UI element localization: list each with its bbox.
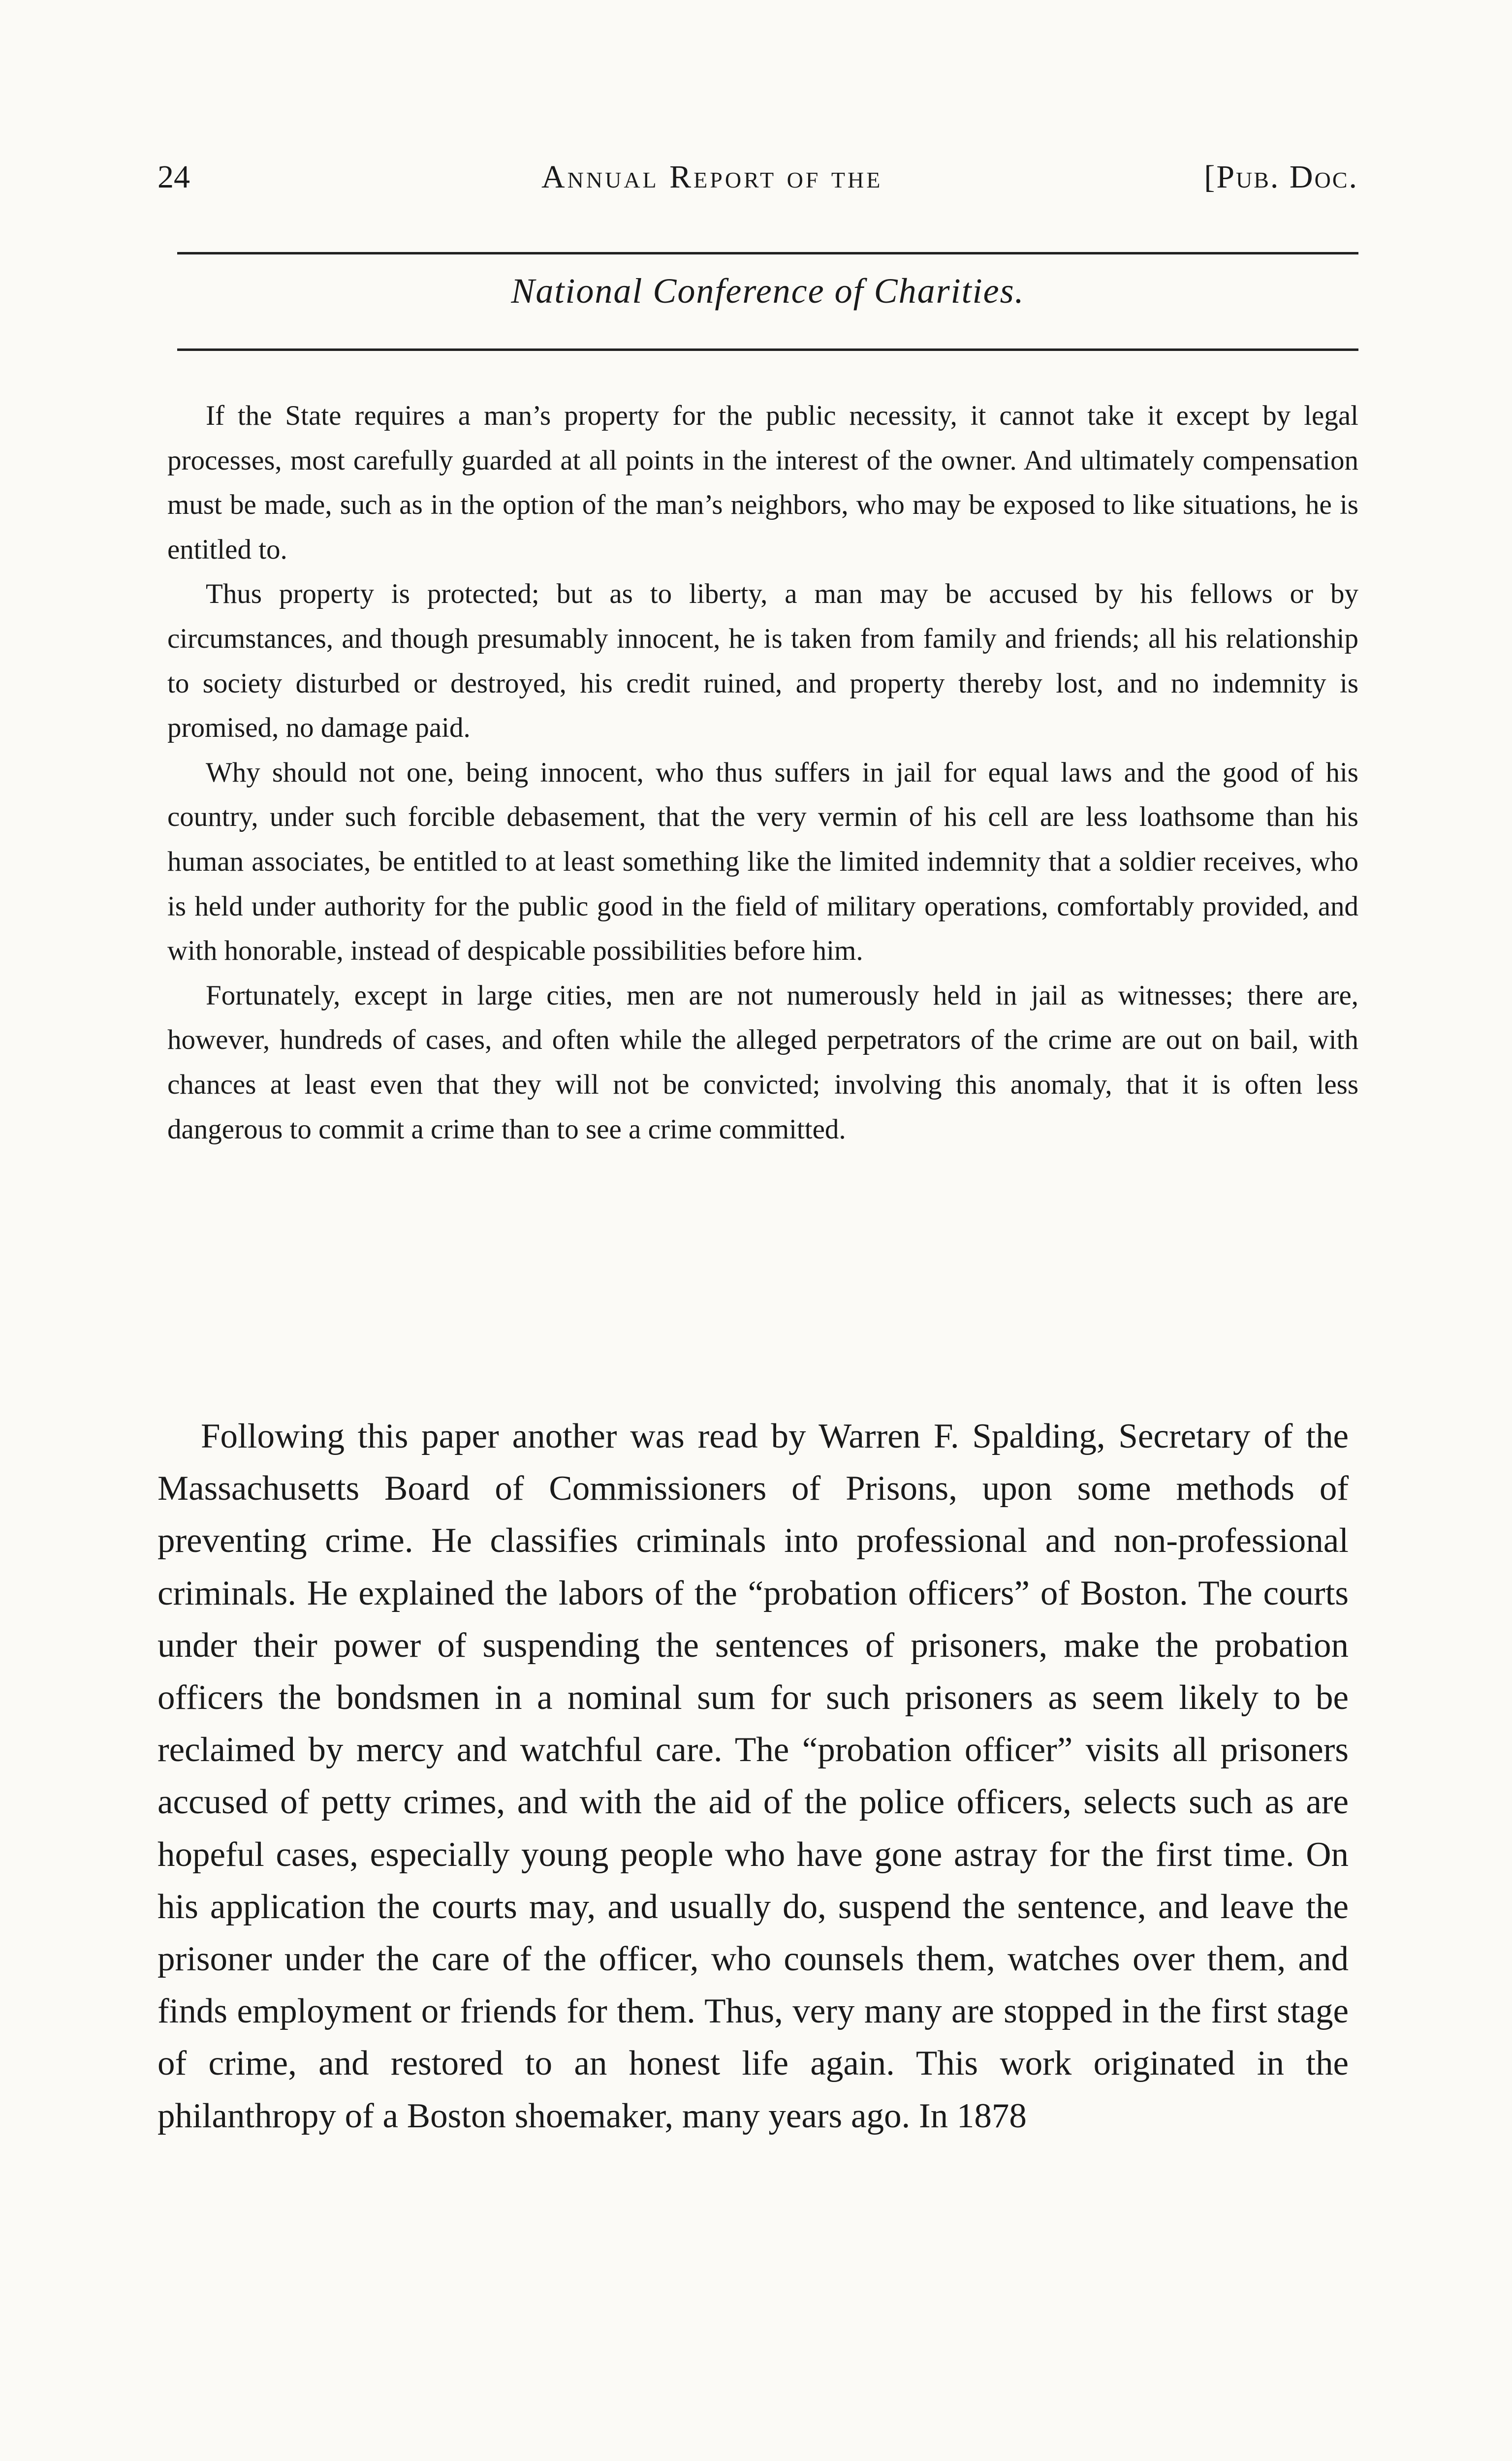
paragraph: Thus property is protected; but as to liberty, a man may be accused by his fellows or by circumstances, and though presumably innocent, he is taken from family and friends; all his relationship to society disturbed or destroyed, his credit ruined, and property thereby lost, and no indemnity is promised, no damage paid.	[167, 578, 1358, 744]
document-reference: [Pub. Doc.	[1204, 159, 1358, 195]
header-rule-top	[177, 252, 1358, 254]
paragraph: Why should not one, being innocent, who thus suffers in jail for equal laws and the good of his country, under such forcible debasement, that the very vermin of his cell are less loathsome than his human associates, be entitled to at least something like the limited indemnity that a soldier receives, who is held under authority for the public good in the field of military operations, comfortably provided, and with honorable, instead of despicable possibilities before him.	[167, 757, 1358, 967]
page-number: 24	[158, 159, 190, 195]
running-title: Annual Report of the	[541, 159, 883, 195]
paragraph: If the State requires a man’s property for the public necessity, it cannot take it except by legal processes, most carefully guarded at all points in the interest of the owner. And ultimately compensation must be made, such as in the option of the man’s neighbors, who may be exposed to like situations, he is entitled to.	[167, 400, 1358, 565]
header-rule-bottom	[177, 348, 1358, 351]
section-title: National Conference of Charities.	[511, 271, 1025, 311]
paragraph: Following this paper another was read by Warren F. Spalding, Secretary of the Massachusetts Board of Commissioners of Prisons, upon some methods of preventing crime. He classifies criminals into professional and non-professional criminals. He explained the labors of the “probation officers” of Boston. The courts under their power of suspending the sentences of prisoners, make the probation officers the bondsmen in a nominal sum for such prisoners as seem likely to be reclaimed by mercy and watchful care. The “probation officer” visits all prisoners accused of petty crimes, and with the aid of the police officers, selects such as are hopeful cases, especially young people who have gone astray for the first time. On his application the courts may, and usually do, suspend the sentence, and leave the prisoner under the care of the officer, who counsels them, watches over them, and finds employment or friends for them. Thus, very many are stopped in the first stage of crime, and restored to an honest life again. This work originated in the philanthropy of a Boston shoemaker, many years ago. In 1878	[158, 1417, 1349, 2135]
report-body-text	[158, 1410, 1349, 2142]
page-header	[158, 148, 1358, 217]
paragraph: Fortunately, except in large cities, men are not numerously held in jail as witnesses; there are, however, hundreds of cases, and often while the alleged perpetrators of the crime are out on bail, with chances at least even that they will not be convicted; involving this anomaly, that it is often less dangerous to commit a crime than to see a crime committed.	[167, 979, 1358, 1145]
quoted-paper-text	[167, 394, 1358, 1152]
